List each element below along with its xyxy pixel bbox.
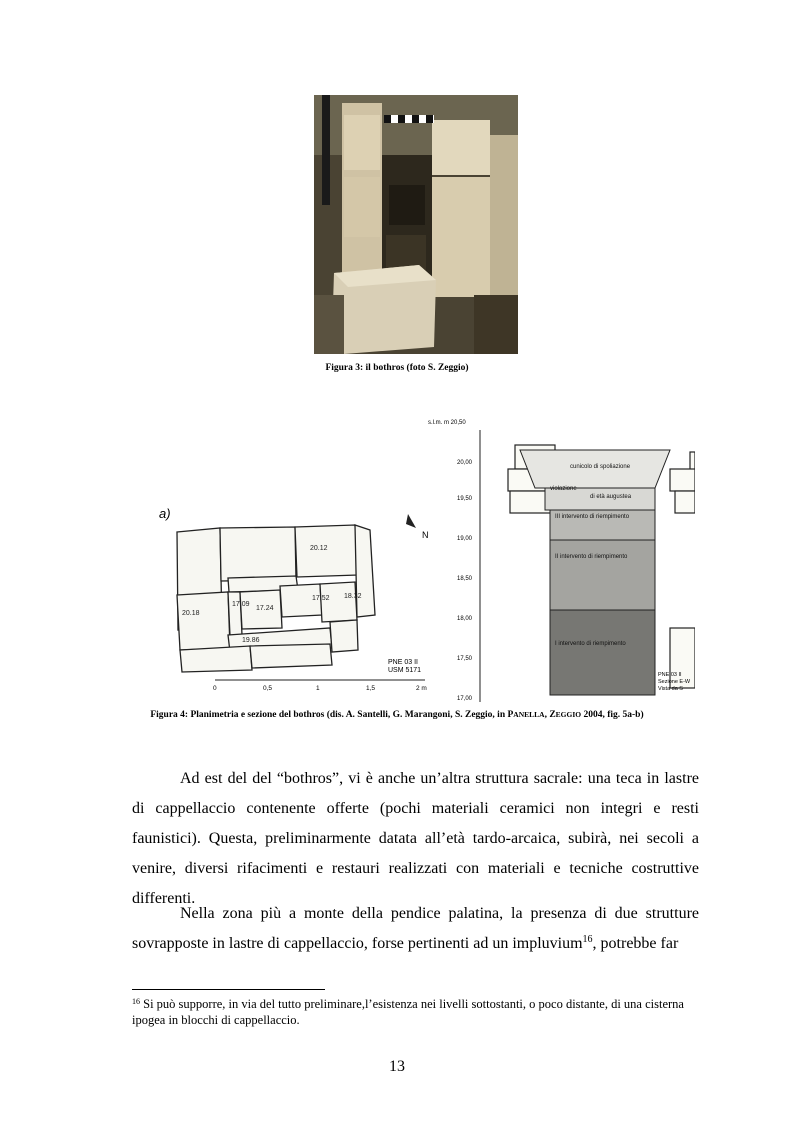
footnote-rule xyxy=(132,989,325,990)
plan-elev-6: 20.18 xyxy=(182,610,200,617)
plan-panel-label: a) xyxy=(159,506,171,521)
paragraph-impluvium-end: , potrebbe far xyxy=(592,935,679,952)
plan-scale-2: 2 m xyxy=(416,685,427,692)
axis-tick-1700: 17,00 xyxy=(456,696,472,702)
paragraph-impluvium xyxy=(132,899,699,959)
axis-tick-1850: 18,50 xyxy=(456,576,472,582)
figure4-caption-sep: , xyxy=(544,710,550,720)
plan-ref-line1: PNE 03 II xyxy=(388,659,418,666)
figure4-caption-author2-rest: EGGIO xyxy=(555,710,582,719)
axis-tick-1800: 18,00 xyxy=(456,616,472,622)
plan-elev-4: 17.52 xyxy=(312,595,330,602)
plan-scale-1: 1 xyxy=(316,685,320,692)
plan-elev-3: 17.24 xyxy=(256,605,274,612)
layer-label-augustea: di età augustea xyxy=(590,494,632,500)
plan-ref-line2: USM 5171 xyxy=(388,667,422,674)
footnote-ref-16[interactable]: 16 xyxy=(582,934,593,945)
figure4-caption xyxy=(0,710,794,720)
section-layer-1 xyxy=(550,610,655,695)
plan-elev-1: 20.12 xyxy=(310,545,328,552)
bothros-photo xyxy=(314,95,518,354)
figure4-drawing xyxy=(150,410,695,707)
figure4-caption-main: Figura 4: Planimetria e sezione del bothros (dis. A. Santelli, G. Marangoni, S. Zeggio, in xyxy=(150,710,508,720)
figure3-caption: Figura 3: il bothros (foto S. Zeggio) xyxy=(325,363,469,373)
section-ref-line3: Vista da S xyxy=(658,686,683,692)
section-ref-line1: PNE 03 II xyxy=(658,672,682,678)
footnote-16 xyxy=(132,996,699,1028)
footnote-text: Si può supporre, in via del tutto preliminare,l’esistenza nei livelli sottostanti, o poco distante, di una cisterna ipogea in blocchi di cappellaccio. xyxy=(132,997,684,1027)
plan-elev-7: 19.86 xyxy=(242,637,260,644)
figure4-caption-author2-initial: Z xyxy=(549,710,556,720)
axis-tick-1950: 19,50 xyxy=(456,496,472,502)
figure4-caption-tail: 2004, fig. 5a-b) xyxy=(581,710,644,720)
layer-label-cunicolo: cunicolo di spoliazione xyxy=(570,464,631,470)
layer-label-violazione: violazione xyxy=(550,486,577,492)
plan-elev-2: 17.09 xyxy=(232,601,250,608)
layer-label-iii: III intervento di riempimento xyxy=(555,514,630,520)
section-axis-title: s.l.m. m 20,50 xyxy=(428,420,466,426)
plan-scale-15: 1,5 xyxy=(366,685,376,692)
bothros-photo-image xyxy=(314,95,518,354)
layer-label-i: I intervento di riempimento xyxy=(555,641,626,647)
axis-tick-1900: 19,00 xyxy=(456,536,472,542)
section-ref-line2: Sezione E-W xyxy=(658,679,691,685)
plan-scale-0: 0 xyxy=(213,685,217,692)
footnote-number: 16 xyxy=(132,997,140,1006)
axis-tick-2000: 20,00 xyxy=(456,460,472,466)
section-layer-2 xyxy=(550,540,655,610)
plan-scale-05: 0,5 xyxy=(263,685,273,692)
figure4-caption-author1-rest: ANELLA xyxy=(513,710,545,719)
axis-tick-1750: 17,50 xyxy=(456,656,472,662)
layer-label-ii: II intervento di riempimento xyxy=(555,554,628,560)
figure4-svg xyxy=(150,410,695,707)
paragraph-teca: Ad est del del “bothros”, vi è anche un’altra struttura sacrale: una teca in lastre di cappellaccio contenente offerte (pochi materiali ceramici non integri e resti faunistici). Questa, preliminarmente datata all’età tardo-arcaica, subirà, nei secoli a venire, diversi rifacimenti e restauri realizzati con materiali e tecniche costruttive differenti. xyxy=(132,770,699,907)
paragraph-impluvium-start: Nella zona più a monte della pendice palatina, la presenza di due strutture sovrapposte in lastre di cappellaccio, forse pertinenti ad un impluvium xyxy=(132,905,699,952)
page-number: 13 xyxy=(389,1058,405,1075)
north-label: N xyxy=(422,530,429,540)
plan-elev-5: 18.32 xyxy=(344,593,362,600)
figure4-caption-author1-initial: P xyxy=(507,710,514,720)
